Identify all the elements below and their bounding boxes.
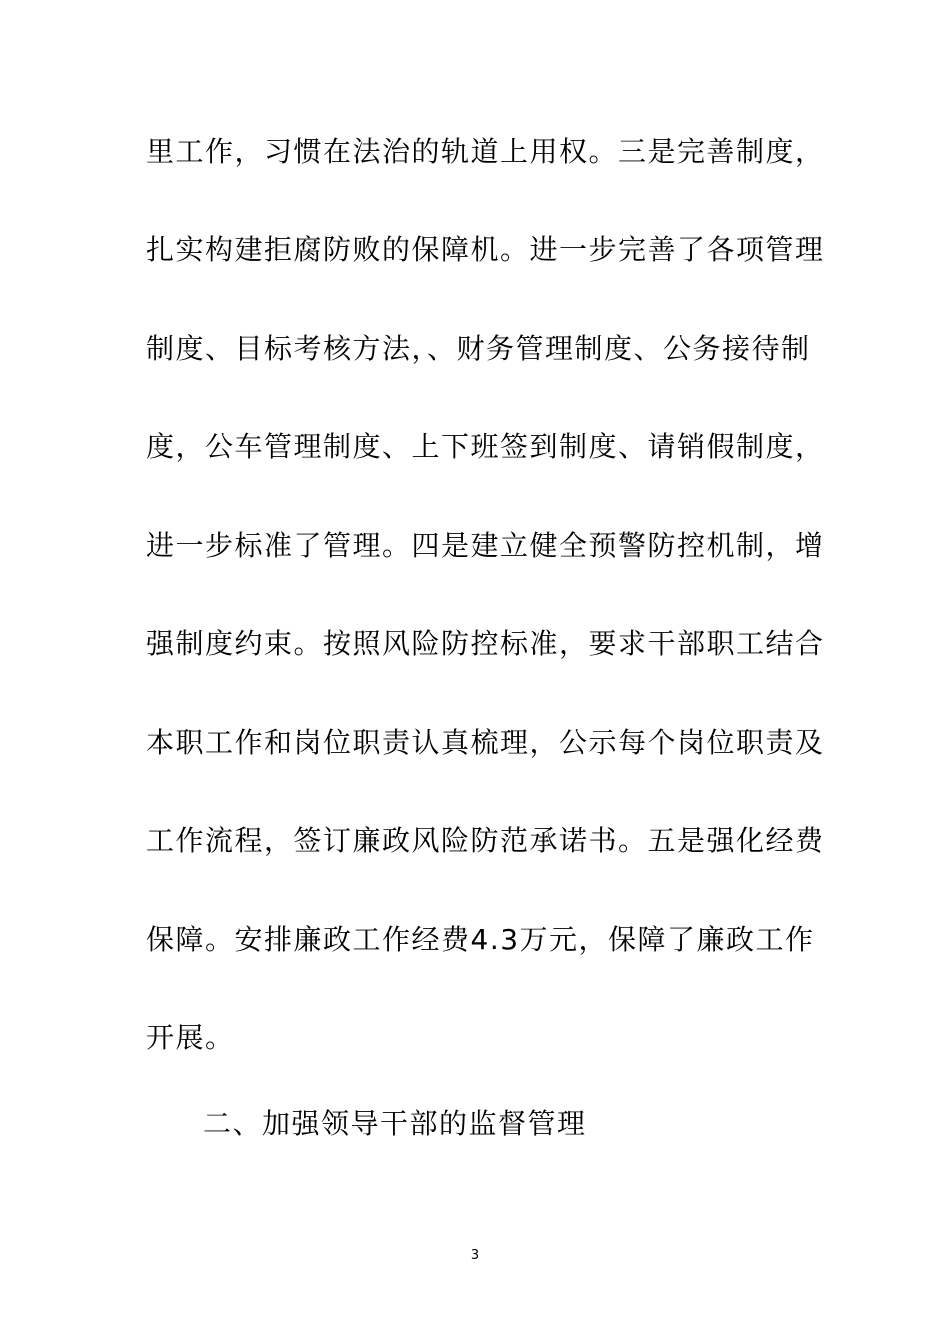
page-number: 3	[470, 1248, 480, 1263]
body-text-line: 本职工作和岗位职责认真梳理，公示每个岗位职责及	[146, 726, 825, 759]
body-text-line: 里工作，习惯在法治的轨道上用权。三是完善制度，	[146, 135, 825, 168]
body-text-line: 扎实构建拒腐防败的保障机。进一步完善了各项管理	[146, 233, 825, 266]
body-text-line: 制度、目标考核方法，、财务管理制度、公务接待制	[146, 332, 811, 365]
body-text-line: 进一步标准了管理。四是建立健全预警防控机制，增	[146, 529, 825, 562]
body-text-line: 开展。	[146, 1021, 235, 1054]
body-text-line: 工作流程，签订廉政风险防范承诺书。五是强化经费	[146, 824, 825, 857]
section-heading: 二、加强领导干部的监督管理	[203, 1107, 587, 1140]
body-text-line: 度，公车管理制度、上下班签到制度、请销假制度，	[146, 430, 825, 463]
body-text-line: 强制度约束。按照风险防控标准，要求干部职工结合	[146, 627, 825, 660]
body-text-line: 保障。安排廉政工作经费4.3万元，保障了廉政工作	[146, 923, 815, 956]
